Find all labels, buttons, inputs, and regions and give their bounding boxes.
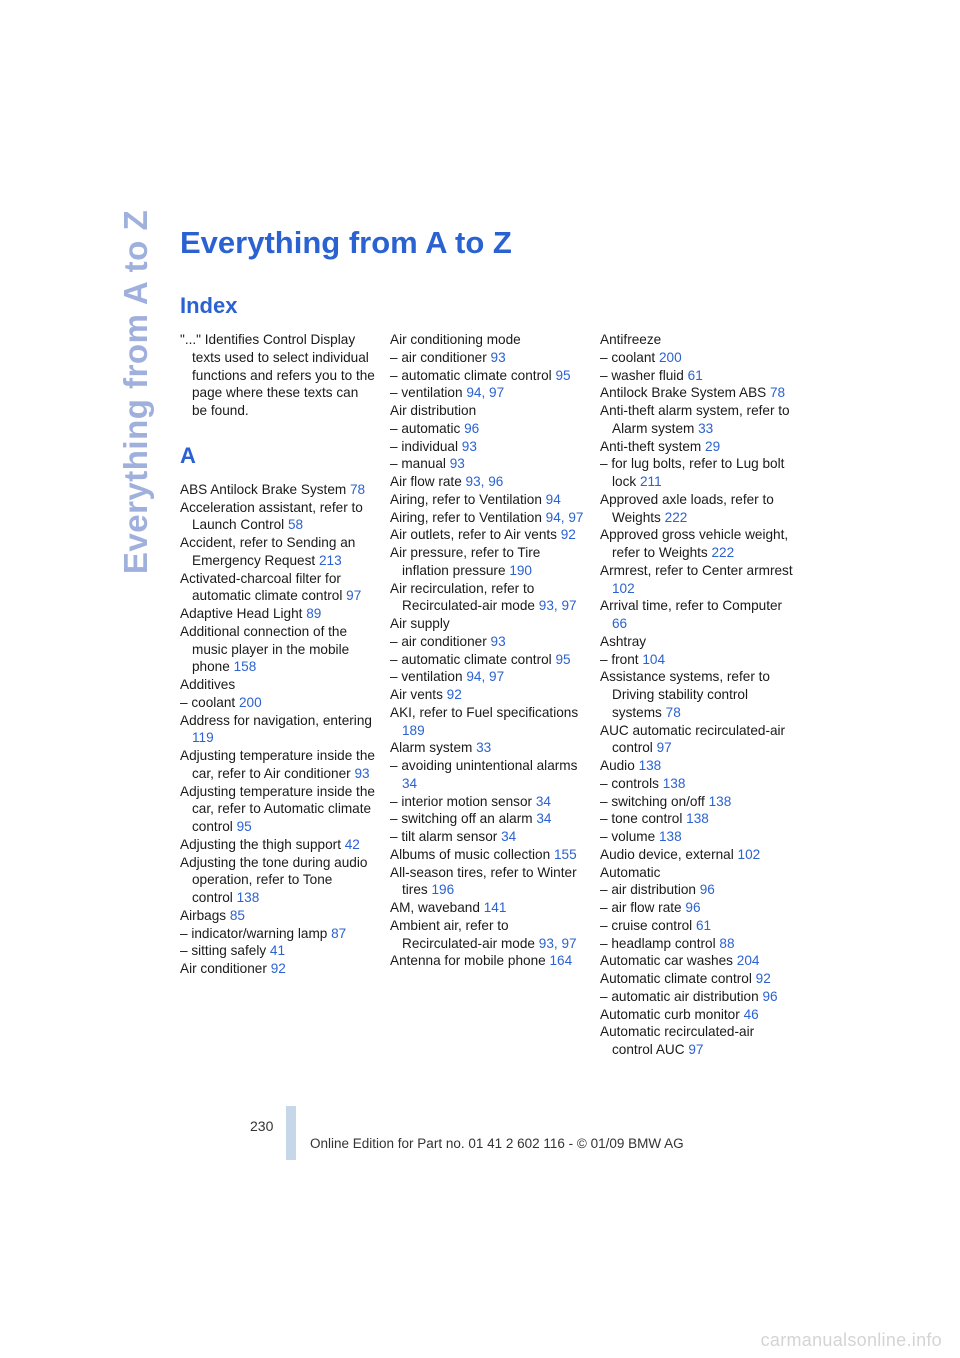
page-link[interactable]: 34	[501, 829, 517, 844]
index-entry	[180, 570, 376, 606]
page-link[interactable]: 222	[664, 509, 688, 525]
index-entry	[600, 633, 796, 651]
page-link[interactable]: 93	[465, 474, 481, 489]
page-link[interactable]: 93	[461, 438, 477, 454]
page-link[interactable]: 94	[545, 491, 561, 507]
index-entry	[600, 970, 796, 988]
index-term: Automatic	[600, 864, 661, 880]
page-link[interactable]: 138	[708, 793, 732, 809]
index-term: Airbags	[180, 907, 227, 923]
index-term: – automatic air distribution	[600, 988, 759, 1004]
index-term: Anti-theft alarm system, refer to Alarm system	[600, 403, 790, 436]
index-term: "..." Identifies Control Display texts used to select individual functions and refers you to the page where these texts can be found.	[180, 332, 375, 418]
index-entry	[390, 615, 586, 633]
letter-heading: A	[180, 442, 196, 468]
page-link[interactable]: 61	[695, 917, 712, 933]
index-term: Address for navigation, entering	[180, 712, 372, 728]
page-link[interactable]: 95	[236, 819, 252, 834]
index-entry	[600, 775, 796, 793]
index-entry	[600, 651, 796, 669]
index-term: – air flow rate	[600, 900, 682, 915]
index-term: – tilt alarm sensor	[390, 829, 498, 844]
page-link[interactable]: 94	[466, 385, 482, 401]
side-tab	[112, 209, 160, 575]
index-term: Approved axle loads, refer to Weights	[600, 491, 774, 525]
index-term: – washer fluid	[600, 367, 684, 383]
index-entry	[390, 420, 586, 438]
page-link[interactable]: 97	[568, 509, 584, 525]
page-link[interactable]: 96	[464, 420, 480, 436]
index-entry	[390, 526, 586, 544]
page-link[interactable]: 66	[612, 616, 628, 631]
page-link[interactable]: 96	[762, 988, 778, 1004]
page-link[interactable]: 92	[270, 961, 286, 976]
index-term: – automatic climate control	[390, 651, 552, 667]
index-entry	[600, 952, 796, 970]
index-entry	[180, 499, 376, 535]
index-entry	[180, 605, 376, 623]
page-link[interactable]: 138	[638, 758, 662, 773]
index-term: Antifreeze	[600, 332, 662, 347]
index-entry	[390, 633, 586, 651]
index-term: AUC automatic recirculated-air control	[600, 722, 786, 756]
index-term: – for lug bolts, refer to Lug bolt lock	[600, 456, 785, 489]
page-link[interactable]: 97	[656, 740, 672, 756]
index-term: Anti-theft system	[600, 438, 702, 454]
index-entry	[180, 907, 376, 925]
page-link[interactable]: 102	[737, 846, 761, 862]
index-term: – tone control	[600, 811, 683, 827]
index-term: – ventilation	[390, 385, 463, 401]
index-term: – controls	[600, 775, 659, 791]
index-entry	[600, 668, 796, 721]
index-entry: Airing, refer to Ventilation 94, 97	[390, 509, 584, 525]
index-entry	[180, 481, 376, 499]
index-entry: – ventilation 94, 97	[390, 669, 505, 685]
index-entry	[600, 331, 796, 349]
page-link[interactable]: 204	[736, 953, 760, 969]
index-entry	[390, 651, 586, 669]
index-entry	[390, 810, 586, 828]
section-title: Index	[180, 293, 238, 318]
index-term: – interior motion sensor	[390, 793, 533, 809]
index-term: – ventilation	[390, 669, 463, 685]
index-entry	[600, 722, 796, 758]
index-term: – cruise control	[600, 917, 693, 933]
page-link[interactable]: 95	[555, 651, 571, 667]
index-term: – automatic	[390, 420, 461, 436]
page-link[interactable]: 93	[354, 765, 370, 781]
index-term: Additional connection of the music player in the mobile phone	[180, 623, 350, 675]
index-entry	[180, 676, 376, 694]
index-entry	[600, 917, 796, 935]
index-term: – front	[600, 651, 639, 667]
page-link[interactable]: 141	[483, 900, 507, 915]
page-link[interactable]: 95	[555, 367, 571, 383]
index-entry	[600, 597, 796, 633]
index-entry	[390, 757, 586, 793]
page-link[interactable]: 89	[306, 606, 322, 621]
index-entry	[600, 881, 796, 899]
index-term: – volume	[600, 829, 656, 844]
page-link[interactable]: 33	[476, 740, 492, 756]
index-term: Audio	[600, 758, 635, 773]
index-entry: – ventilation 94, 97	[390, 385, 505, 401]
index-term: Automatic curb monitor	[600, 1006, 740, 1022]
index-entry	[390, 864, 586, 900]
watermark: carmanualsonline.info	[760, 1330, 942, 1350]
index-term: Airing, refer to Ventilation	[390, 509, 542, 525]
index-term: Adjusting the tone during audio operation, refer to Tone control	[180, 854, 368, 905]
page-link[interactable]: 211	[639, 474, 662, 489]
index-entry	[600, 438, 796, 456]
index-term: Ambient air, refer to Recirculated-air mode	[390, 917, 535, 951]
page-link[interactable]: 94	[466, 669, 482, 685]
page-link[interactable]: 61	[687, 367, 703, 383]
index-entry	[600, 757, 796, 775]
index-entry: Ambient air, refer to Recirculated-air mode 93, 97	[390, 917, 577, 951]
index-term: Arrival time, refer to Computer	[600, 598, 783, 614]
page-link[interactable]: 190	[509, 562, 532, 578]
page-link[interactable]: 138	[686, 811, 709, 827]
index-term: Air recirculation, refer to Recirculated-air mode	[390, 580, 535, 614]
index-entry	[600, 935, 796, 953]
index-term: – air conditioner	[390, 349, 487, 365]
index-entry	[390, 491, 586, 509]
page-link[interactable]: 158	[233, 659, 257, 675]
page-link[interactable]: 189	[402, 722, 425, 738]
index-entry	[600, 491, 796, 527]
index-term: – manual	[390, 456, 446, 472]
index-column-2	[390, 331, 586, 970]
page-link[interactable]: 97	[346, 588, 362, 604]
page-link[interactable]: 96	[488, 474, 504, 489]
index-entry	[600, 349, 796, 367]
index-entry	[600, 384, 796, 402]
page-link[interactable]: 92	[446, 687, 462, 702]
page-link[interactable]: 97	[561, 935, 577, 951]
index-term: Air flow rate	[390, 474, 462, 489]
page-link[interactable]: 102	[612, 580, 635, 596]
index-term: Assistance systems, refer to Driving stability control systems	[600, 669, 770, 720]
page-link[interactable]: 58	[287, 517, 304, 533]
index-term: Approved gross vehicle weight, refer to Weights	[600, 527, 789, 560]
index-term: ABS Antilock Brake System	[180, 481, 347, 497]
index-term: Armrest, refer to Center armrest	[600, 562, 793, 578]
page-link[interactable]: 78	[665, 704, 681, 720]
index-entry	[600, 793, 796, 811]
index-term: Audio device, external	[600, 846, 734, 862]
index-term: – individual	[390, 438, 459, 454]
index-term: Adjusting temperature inside the car, refer to Automatic climate control	[180, 783, 375, 834]
index-entry	[180, 854, 376, 907]
page-link[interactable]: 200	[658, 349, 682, 365]
index-entry	[600, 1006, 796, 1024]
index-term: – indicator/warning lamp	[180, 925, 328, 941]
page-link[interactable]: 213	[318, 552, 342, 568]
index-term: Air outlets, refer to Air vents	[390, 527, 557, 543]
index-entry	[180, 925, 376, 943]
page-link[interactable]: 96	[699, 882, 715, 898]
page-link[interactable]: 97	[688, 1042, 704, 1057]
index-entry	[180, 623, 376, 676]
index-term: Adaptive Head Light	[180, 606, 303, 621]
page-link[interactable]: 85	[229, 907, 245, 923]
index-term: Antilock Brake System ABS	[600, 385, 767, 401]
index-entry	[390, 438, 586, 456]
index-entry	[180, 534, 376, 570]
page-link[interactable]: 88	[719, 935, 735, 951]
index-entry	[600, 810, 796, 828]
index-term: Air conditioning mode	[390, 332, 521, 347]
page-link[interactable]: 93	[538, 935, 554, 951]
index-term: Airing, refer to Ventilation	[390, 491, 542, 507]
index-term: – automatic climate control	[390, 367, 552, 383]
page-link[interactable]: 87	[331, 925, 347, 941]
index-term: – avoiding unintentional alarms	[390, 758, 578, 773]
index-term: Additives	[180, 677, 236, 692]
index-entry	[390, 544, 586, 580]
index-term: Air pressure, refer to Tire inflation pressure	[390, 545, 541, 578]
page-link[interactable]: 34	[535, 793, 551, 809]
index-entry	[390, 846, 586, 864]
index-entry	[180, 747, 376, 783]
page-link[interactable]: 46	[743, 1006, 759, 1022]
index-entry	[600, 455, 796, 491]
page-link[interactable]: 96	[685, 900, 701, 915]
index-term: Air vents	[390, 687, 443, 702]
page-link[interactable]: 222	[711, 545, 735, 560]
page-link[interactable]: 93	[449, 456, 465, 472]
index-entry	[600, 1023, 796, 1059]
page-link[interactable]: 138	[658, 829, 682, 844]
page-link[interactable]: 33	[698, 420, 714, 436]
page-link[interactable]: 78	[350, 481, 366, 497]
index-term: Adjusting temperature inside the car, refer to Air conditioner	[180, 748, 375, 781]
index-entry: Air recirculation, refer to Recirculated-air mode 93, 97	[390, 580, 577, 614]
page-link[interactable]: 78	[770, 385, 786, 401]
index-term: – air conditioner	[390, 633, 487, 649]
page-link[interactable]: 42	[344, 836, 360, 852]
index-term: Acceleration assistant, refer to Launch Control	[180, 499, 363, 533]
index-entry	[390, 704, 586, 740]
index-entry	[180, 712, 376, 748]
page-link[interactable]: 92	[560, 527, 576, 543]
page-link[interactable]: 97	[489, 385, 505, 401]
index-entry	[390, 455, 586, 473]
index-entry	[390, 899, 586, 917]
page-link[interactable]: 29	[705, 438, 721, 454]
index-term: Air conditioner	[180, 961, 267, 976]
index-term: Air distribution	[390, 403, 477, 418]
page-link[interactable]: 34	[402, 775, 418, 791]
page-link[interactable]: 138	[236, 890, 260, 905]
side-tab-label: Everything from A to Z	[117, 209, 154, 575]
page-link[interactable]: 93	[490, 633, 506, 649]
index-term: – air distribution	[600, 882, 696, 898]
index-term: – coolant	[180, 694, 236, 710]
index-entry	[600, 562, 796, 598]
page-link[interactable]: 94	[545, 509, 561, 525]
page-link[interactable]: 97	[489, 669, 505, 685]
page-title: Everything from A to Z	[180, 225, 512, 260]
page-link[interactable]: 200	[238, 694, 262, 710]
index-term: Alarm system	[390, 740, 473, 756]
index-entry	[180, 783, 376, 836]
page-link[interactable]: 93	[490, 349, 506, 365]
page-link[interactable]: 93	[538, 598, 554, 614]
index-entry	[390, 793, 586, 811]
page-link[interactable]: 92	[755, 971, 771, 986]
page-link[interactable]: 138	[662, 775, 686, 791]
index-entry: Air flow rate 93, 96	[390, 474, 504, 489]
index-column-3	[600, 331, 796, 1059]
index-term: Ashtray	[600, 633, 647, 649]
page-link[interactable]: 119	[192, 730, 214, 746]
index-entry	[390, 367, 586, 385]
page-link[interactable]: 34	[536, 811, 552, 827]
index-entry	[390, 331, 586, 349]
index-term: Automatic recirculated-air control AUC	[600, 1024, 755, 1057]
page-link[interactable]: 155	[553, 846, 577, 862]
index-entry	[180, 960, 376, 978]
index-term: AKI, refer to Fuel specifications	[390, 704, 579, 720]
page-link[interactable]: 97	[561, 598, 577, 614]
index-term: – coolant	[600, 349, 656, 365]
index-entry	[600, 864, 796, 882]
index-entry	[390, 952, 586, 970]
index-entry	[600, 526, 796, 562]
page-link[interactable]: 164	[549, 953, 573, 969]
index-entry	[390, 402, 586, 420]
index-term: – headlamp control	[600, 935, 716, 951]
page-number: 230	[250, 1118, 274, 1134]
index-term: Antenna for mobile phone	[390, 953, 546, 969]
index-term: Albums of music collection	[390, 846, 551, 862]
index-entry	[180, 836, 376, 854]
index-term: All-season tires, refer to Winter tires	[390, 864, 577, 898]
index-entry	[180, 331, 376, 420]
index-entry	[600, 899, 796, 917]
index-term: – sitting safely	[180, 943, 267, 959]
index-entry	[180, 942, 376, 960]
index-term: Automatic climate control	[600, 971, 752, 986]
index-entry	[390, 828, 586, 846]
page-link[interactable]: 41	[269, 943, 286, 959]
index-entry	[390, 349, 586, 367]
index-entry	[390, 739, 586, 757]
index-term: Air supply	[390, 616, 450, 631]
index-entry	[600, 367, 796, 385]
page-link[interactable]: 196	[431, 882, 455, 898]
page-link[interactable]: 104	[642, 651, 666, 667]
index-entry	[600, 402, 796, 438]
index-entry	[390, 686, 586, 704]
footer-bar	[286, 1106, 296, 1160]
index-term: – switching off an alarm	[390, 811, 533, 827]
index-term: Adjusting the thigh support	[180, 836, 341, 852]
index-term: Accident, refer to Sending an Emergency Request	[180, 535, 356, 568]
index-entry	[600, 828, 796, 846]
index-entry	[180, 694, 376, 712]
index-term: AM, waveband	[390, 900, 480, 915]
index-column-1	[180, 331, 376, 978]
index-term: – switching on/off	[600, 793, 705, 809]
index-term: Automatic car washes	[600, 953, 733, 969]
index-entry	[600, 846, 796, 864]
index-term: Activated-charcoal filter for automatic climate control	[180, 570, 343, 604]
footer-text: Online Edition for Part no. 01 41 2 602 116 - © 01/09 BMW AG	[310, 1136, 684, 1151]
index-entry	[600, 988, 796, 1006]
